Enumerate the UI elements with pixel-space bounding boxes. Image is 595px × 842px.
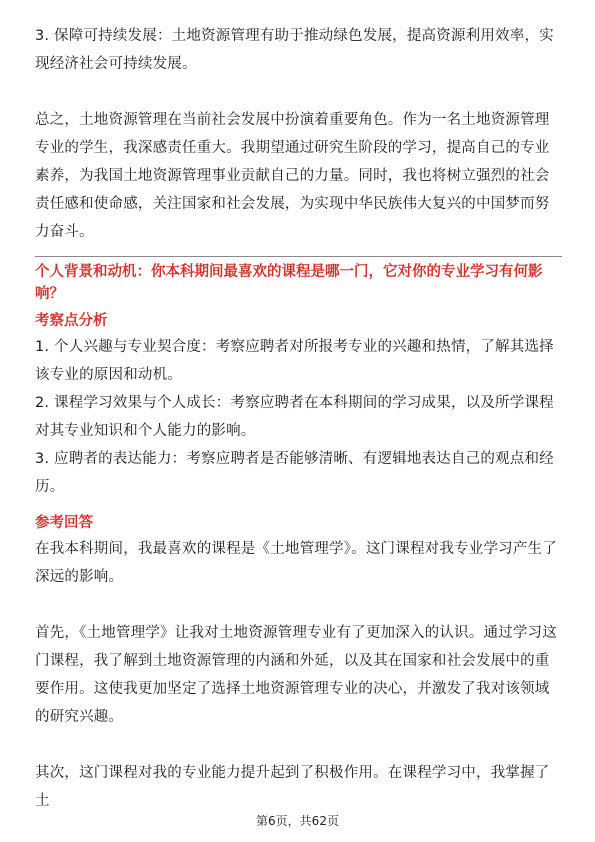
analysis-item-3: 3. 应聘者的表达能力：考察应聘者是否能够清晰、有逻辑地表达自己的观点和经历。 xyxy=(35,451,554,495)
document-page xyxy=(35,22,562,815)
question-heading: 个人背景和动机：你本科期间最喜欢的课程是哪一门，它对你的专业学习有何影响？ xyxy=(35,264,543,302)
answer-paragraph-3: 其次，这门课程对我的专业能力提升起到了积极作用。在课程学习中，我掌握了土 xyxy=(35,765,550,809)
answer-paragraph-2: 首先，《土地管理学》让我对土地资源管理专业有了更加深入的认识。通过学习这门课程，我了解到土地资源管理的内涵和外延，以及其在国家和社会发展中的重要作用。这使我更加坚定了选择土地资源管理专业的决心，并激发了我对该领域的研究兴趣。 xyxy=(35,625,557,725)
answer-paragraph-1: 在我本科期间，我最喜欢的课程是《土地管理学》。这门课程对我专业学习产生了深远的影响。 xyxy=(35,541,557,585)
intro-point-3: 3. 保障可持续发展：土地资源管理有助于推动绿色发展，提高资源利用效率，实现经济社会可持续发展。 xyxy=(35,28,554,72)
analysis-item-2: 2. 课程学习效果与个人成长：考察应聘者在本科期间的学习成果，以及所学课程对其专业知识和个人能力的影响。 xyxy=(35,395,554,439)
analysis-title: 考察点分析 xyxy=(35,313,108,329)
intro-summary: 总之，土地资源管理在当前社会发展中扮演着重要角色。作为一名土地资源管理专业的学生，我深感责任重大。我期望通过研究生阶段的学习，提高自己的专业素养，为我国土地资源管理事业贡献自己的力量。同时，我也将树立强烈的社会责任感和使命感，关注国家和社会发展，为实现中华民族伟大复兴的中国梦而努力奋斗。 xyxy=(35,112,550,240)
page-number: 第6页，共62页 xyxy=(256,814,339,828)
section-divider xyxy=(35,256,562,257)
analysis-item-1: 1. 个人兴趣与专业契合度：考察应聘者对所报考专业的兴趣和热情，了解其选择该专业的原因和动机。 xyxy=(35,339,554,383)
answer-title: 参考回答 xyxy=(35,515,93,531)
